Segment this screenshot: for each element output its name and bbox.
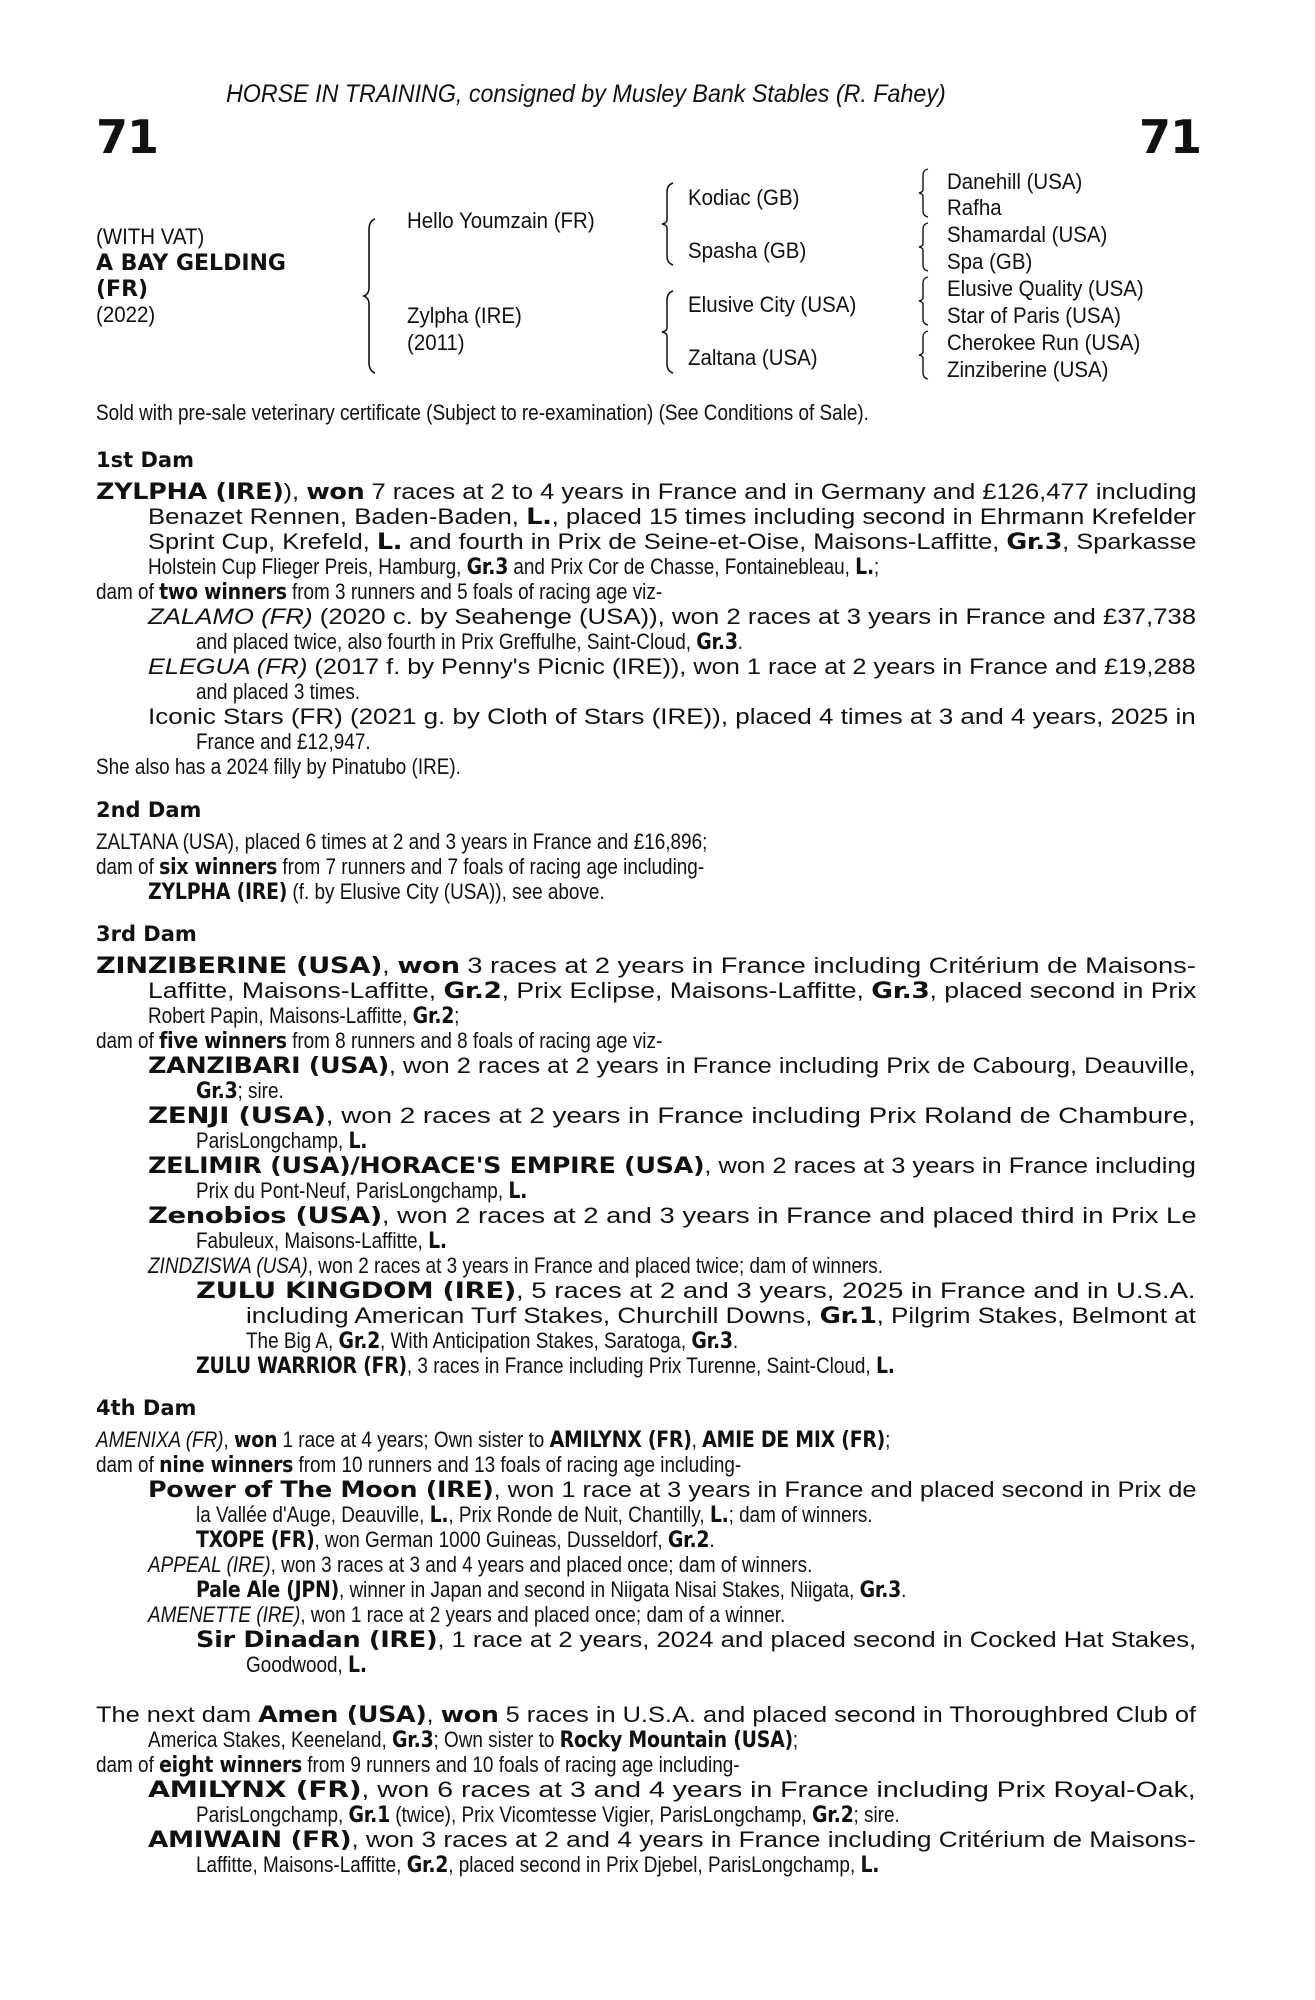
text-line xyxy=(246,1652,386,1678)
text-line xyxy=(148,879,679,905)
text-line-content xyxy=(96,1702,1196,1728)
bold-run: L. xyxy=(348,1653,367,1678)
text-run: . xyxy=(901,1577,907,1602)
text-line xyxy=(148,1777,1196,1803)
text-line-content xyxy=(148,1777,1196,1803)
text-line-content xyxy=(246,1652,367,1678)
italic-run: ELEGUA (FR) xyxy=(148,654,308,679)
text-line-content xyxy=(196,1353,895,1379)
bold-run: eight winners xyxy=(159,1753,303,1778)
bold-run: ZINZIBERINE (USA) xyxy=(96,954,383,979)
text-run: 5 races in U.S.A. and placed second in Thoroughbred Club of xyxy=(498,1702,1197,1727)
bold-run: Gr.3 xyxy=(196,1079,238,1104)
text-line-content xyxy=(196,1228,447,1254)
bold-run: Gr.2 xyxy=(412,1004,455,1029)
bold-run: ZELIMIR (USA)/HORACE'S EMPIRE (USA) xyxy=(148,1154,705,1179)
text-run: from 3 runners and 5 foals of racing age viz- xyxy=(286,579,663,604)
bold-run: Gr.3 xyxy=(466,555,509,580)
pedigree-brace-sire xyxy=(661,182,675,266)
bold-run: AMIE DE MIX (FR) xyxy=(702,1428,886,1453)
bold-run: won xyxy=(440,1703,499,1728)
text-line xyxy=(96,579,754,605)
text-line xyxy=(148,604,1197,629)
text-line-content xyxy=(196,1802,900,1828)
text-run: , xyxy=(382,953,398,978)
text-line-content xyxy=(96,953,1196,979)
text-line xyxy=(148,529,1197,555)
text-run: , 5 races at 2 and 3 years, 2025 in France and in U.S.A. xyxy=(515,1278,1196,1303)
text-run: Iconic Stars (FR) (2021 g. by Cloth of Stars (IRE)), placed 4 times at 3 and 4 years, 2025 in xyxy=(148,704,1196,729)
text-run: and placed twice, also fourth in Prix Greffulhe, Saint-Cloud, xyxy=(196,629,697,654)
pedigree-brace-g3-1 xyxy=(918,168,930,218)
pedigree-g3-2: Rafha xyxy=(947,195,1002,220)
bold-run: Gr.1 xyxy=(819,1304,877,1329)
text-line-content xyxy=(148,1602,785,1627)
pedigree-dam: Zylpha (IRE) xyxy=(407,303,522,328)
text-line xyxy=(196,1228,488,1254)
text-run: , Pilgrim Stakes, Belmont at xyxy=(876,1303,1196,1328)
text-line xyxy=(148,1477,1197,1503)
bold-run: Power of The Moon (IRE) xyxy=(148,1478,494,1503)
text-line-content xyxy=(196,1178,527,1204)
lot-number-left: 71 xyxy=(96,110,159,164)
bold-run: Pale Ale (JPN) xyxy=(196,1578,340,1603)
bold-run: won xyxy=(397,954,460,979)
text-line-content xyxy=(148,1727,798,1753)
foaling-year: (2022) xyxy=(96,302,156,327)
text-line-content xyxy=(148,704,1196,729)
pedigree-g3-6: Star of Paris (USA) xyxy=(947,303,1121,328)
text-run: from 7 runners and 7 foals of racing age including- xyxy=(277,854,705,879)
text-line-content xyxy=(148,1477,1197,1503)
text-line-content xyxy=(196,629,743,655)
text-line-content xyxy=(196,1527,715,1553)
pedigree-sire-dam: Spasha (GB) xyxy=(688,238,807,263)
bold-run: Sir Dinadan (IRE) xyxy=(196,1628,438,1653)
text-run: , won 2 races at 2 years in France including Prix de Cabourg, Deauville, xyxy=(388,1053,1196,1078)
text-line xyxy=(148,1552,920,1577)
bold-run: ZULU KINGDOM (IRE) xyxy=(196,1279,516,1304)
horse-description: A BAY GELDING xyxy=(96,251,286,276)
bold-run: L. xyxy=(508,1179,528,1204)
bold-run: Gr.3 xyxy=(871,979,930,1004)
text-line-content xyxy=(196,1278,1196,1304)
text-line xyxy=(148,1153,1196,1179)
text-line xyxy=(196,1627,1197,1653)
text-run: from 9 runners and 10 foals of racing age including- xyxy=(302,1752,740,1777)
text-run: . xyxy=(737,629,744,654)
header-text: HORSE IN TRAINING, consigned by Musley Bank Stables (R. Fahey) xyxy=(226,80,946,108)
page-header-title xyxy=(226,80,1000,109)
text-line-content xyxy=(148,1253,883,1278)
bold-run: five winners xyxy=(159,1029,287,1054)
text-run: dam of xyxy=(96,1452,160,1477)
text-run: la Vallée d'Auge, Deauville, xyxy=(196,1502,430,1527)
text-run: , won 3 races at 3 and 4 years and placed once; dam of winners. xyxy=(270,1552,813,1577)
text-line-content xyxy=(96,579,662,605)
text-run: (f. by Elusive City (USA)), see above. xyxy=(287,879,605,904)
text-run: America Stakes, Keeneland, xyxy=(148,1727,392,1752)
text-line xyxy=(196,1577,1022,1603)
text-run: . xyxy=(732,1328,739,1353)
vet-certificate-notice: Sold with pre-sale veterinary certificate (Subject to re-examination) (See Conditions of Sale). xyxy=(96,400,869,425)
bold-run: TXOPE (FR) xyxy=(196,1528,315,1553)
bold-run: Gr.3 xyxy=(859,1578,902,1603)
text-run: 7 races at 2 to 4 years in France and in Germany and £126,477 including xyxy=(364,479,1197,504)
pedigree-sire-sire: Kodiac (GB) xyxy=(688,185,800,210)
text-run: Holstein Cup Flieger Preis, Hamburg, xyxy=(148,554,467,579)
text-run: ; xyxy=(873,554,880,579)
bold-run: ZYLPHA (IRE) xyxy=(96,480,284,505)
text-run: 3 races at 2 years in France including Critérium de Maisons- xyxy=(459,953,1196,978)
text-line xyxy=(196,1852,990,1878)
text-run: Benazet Rennen, Baden-Baden, xyxy=(148,504,527,529)
pedigree-brace-g3-2 xyxy=(918,222,930,272)
text-line xyxy=(96,854,803,880)
section-2nd-dam: 2nd Dam xyxy=(96,798,202,822)
text-run: (2020 c. by Seahenge (USA)), won 2 races at 3 years in France and £37,738 xyxy=(312,604,1197,629)
text-run: (twice), Prix Vicomtesse Vigier, ParisLongchamp, xyxy=(389,1802,813,1827)
text-line xyxy=(196,1128,395,1154)
text-line-content xyxy=(148,1203,1197,1229)
text-line xyxy=(148,1827,1196,1853)
text-run: from 8 runners and 8 foals of racing age viz- xyxy=(286,1028,663,1053)
text-run: ), xyxy=(283,479,307,504)
bold-run: won xyxy=(234,1428,278,1453)
text-run: , Prix Eclipse, Maisons-Laffitte, xyxy=(501,978,872,1003)
bold-run: Gr.2 xyxy=(667,1528,710,1553)
section-4th-dam: 4th Dam xyxy=(96,1396,197,1420)
text-line-content xyxy=(196,1852,879,1878)
text-run: ParisLongchamp, xyxy=(196,1802,349,1827)
text-run: , won 2 races at 3 years in France and placed twice; dam of winners. xyxy=(307,1253,884,1278)
text-line xyxy=(148,704,1196,729)
text-line xyxy=(246,1328,818,1354)
text-line xyxy=(196,1078,298,1104)
text-run: , won 3 races at 2 and 4 years in France including Critérium de Maisons- xyxy=(351,1827,1196,1852)
text-run: Laffitte, Maisons-Laffitte, xyxy=(196,1852,407,1877)
text-run: 1 race at 4 years; Own sister to xyxy=(277,1427,550,1452)
pedigree-g3-7: Cherokee Run (USA) xyxy=(947,330,1141,355)
bold-run: nine winners xyxy=(159,1453,294,1478)
pedigree-brace-gen1 xyxy=(362,218,378,374)
bold-run: ZULU WARRIOR (FR) xyxy=(196,1354,407,1379)
text-run: She also has a 2024 filly by Pinatubo (IRE). xyxy=(96,754,461,779)
text-line xyxy=(96,1752,844,1778)
text-line xyxy=(196,679,387,704)
text-line xyxy=(246,1303,1196,1329)
text-line xyxy=(148,1053,1196,1079)
text-run: , Prix Ronde de Nuit, Chantilly, xyxy=(448,1502,710,1527)
text-line xyxy=(96,953,1196,979)
text-run: . xyxy=(709,1527,715,1552)
text-run: Robert Papin, Maisons-Laffitte, xyxy=(148,1003,413,1028)
text-run: , won 2 races at 2 and 3 years in France and placed third in Prix Le xyxy=(381,1203,1197,1228)
text-run: , won 6 races at 3 and 4 years in France including Prix Royal-Oak, xyxy=(361,1777,1196,1802)
text-line-content xyxy=(96,479,1197,505)
bold-run: two winners xyxy=(159,580,287,605)
bold-run: ZANZIBARI (USA) xyxy=(148,1054,389,1079)
text-line-content xyxy=(196,1502,873,1528)
text-run: , placed second in Prix Djebel, ParisLongchamp, xyxy=(448,1852,861,1877)
pedigree-g3-1: Danehill (USA) xyxy=(947,169,1083,194)
bold-run: Amen (USA) xyxy=(258,1703,427,1728)
bold-run: Gr.2 xyxy=(443,979,502,1004)
text-line xyxy=(196,1502,983,1528)
bold-run: won xyxy=(306,480,365,505)
text-line-content xyxy=(246,1303,1196,1329)
text-line xyxy=(196,1527,799,1553)
text-line xyxy=(96,1702,1197,1728)
italic-run: AMENETTE (IRE) xyxy=(148,1602,301,1627)
bold-run: L. xyxy=(376,530,403,555)
bold-run: L. xyxy=(875,1354,895,1379)
text-line-content xyxy=(96,1452,741,1478)
text-line xyxy=(196,1802,1014,1828)
text-line-content xyxy=(96,854,704,880)
text-run: ; dam of winners. xyxy=(728,1502,873,1527)
pedigree-g3-3: Shamardal (USA) xyxy=(947,222,1108,247)
text-line-content xyxy=(148,1827,1196,1853)
text-line-content xyxy=(196,1078,284,1104)
text-line-content xyxy=(148,529,1196,555)
text-line-content xyxy=(148,978,1196,1004)
lot-number-right: 71 xyxy=(1139,110,1202,164)
bold-run: L. xyxy=(428,1229,447,1254)
text-run: including American Turf Stakes, Churchill Downs, xyxy=(246,1303,820,1328)
bold-run: Gr.2 xyxy=(406,1853,449,1878)
text-line xyxy=(148,554,998,580)
text-line xyxy=(196,1278,1196,1304)
text-line-content xyxy=(96,1752,740,1778)
text-line xyxy=(196,1353,1008,1379)
text-run: Fabuleux, Maisons-Laffitte, xyxy=(196,1228,429,1253)
bold-run: Gr.3 xyxy=(696,630,738,655)
text-run: , won 1 race at 2 years and placed once; dam of a winner. xyxy=(300,1602,786,1627)
section-3rd-dam: 3rd Dam xyxy=(96,922,197,946)
text-run: ParisLongchamp, xyxy=(196,1128,349,1153)
text-line xyxy=(148,1253,1003,1278)
pedigree-dam-sire: Elusive City (USA) xyxy=(688,292,857,317)
text-run: ; sire. xyxy=(237,1078,284,1103)
pedigree-g3-5: Elusive Quality (USA) xyxy=(947,276,1144,301)
pedigree-g3-8: Zinziberine (USA) xyxy=(947,357,1109,382)
section-1st-dam: 1st Dam xyxy=(96,448,194,472)
bold-run: L. xyxy=(855,555,874,580)
pedigree-brace-dam xyxy=(661,290,675,374)
text-line-content xyxy=(196,1577,906,1603)
text-run: , placed second in Prix xyxy=(929,978,1197,1003)
text-line xyxy=(148,978,1197,1004)
text-run: Sprint Cup, Krefeld, xyxy=(148,529,377,554)
text-line xyxy=(196,729,399,754)
bold-run: AMILYNX (FR) xyxy=(549,1428,692,1453)
text-line-content xyxy=(148,879,605,905)
text-line xyxy=(96,1452,846,1478)
text-line-content xyxy=(196,679,360,704)
text-line-content xyxy=(148,1003,459,1029)
text-line-content xyxy=(148,654,1196,679)
bold-run: L. xyxy=(429,1503,449,1528)
text-run: dam of xyxy=(96,854,160,879)
text-run: , won German 1000 Guineas, Dusseldorf, xyxy=(314,1527,668,1552)
text-run: , 3 races in France including Prix Turenne, Saint-Cloud, xyxy=(406,1353,876,1378)
pedigree-brace-g3-3 xyxy=(918,276,930,326)
text-run: Laffitte, Maisons-Laffitte, xyxy=(148,978,444,1003)
text-run: and placed 3 times. xyxy=(196,679,361,704)
bold-run: L. xyxy=(348,1129,368,1154)
text-run: , winner in Japan and second in Niigata Nisai Stakes, Niigata, xyxy=(339,1577,860,1602)
text-line-content xyxy=(148,1053,1196,1079)
text-run: , xyxy=(426,1702,441,1727)
text-line-content xyxy=(196,1627,1196,1653)
text-run: ; xyxy=(454,1003,460,1028)
text-run: , Sparkasse xyxy=(1062,529,1197,554)
bold-run: Gr.3 xyxy=(1006,530,1063,555)
text-line xyxy=(148,504,1196,530)
bold-run: Gr.3 xyxy=(691,1329,733,1354)
text-run: , 1 race at 2 years, 2024 and placed second in Cocked Hat Stakes, xyxy=(437,1627,1197,1652)
text-line xyxy=(148,1727,904,1753)
bold-run: L. xyxy=(526,505,552,530)
text-run: ZALTANA (USA), placed 6 times at 2 and 3 years in France and £16,896; xyxy=(96,829,708,854)
bold-run: Gr.2 xyxy=(812,1803,854,1828)
italic-run: ZALAMO (FR) xyxy=(148,604,313,629)
text-run: , won 2 races at 3 years in France including xyxy=(704,1153,1196,1178)
bold-run: Gr.1 xyxy=(348,1803,390,1828)
bold-run: L. xyxy=(860,1853,880,1878)
text-line xyxy=(148,1103,1196,1129)
pedigree-dam-dam: Zaltana (USA) xyxy=(688,345,818,370)
pedigree-dam-year: (2011) xyxy=(407,330,465,355)
text-line xyxy=(96,1427,1020,1453)
text-line-content xyxy=(196,1128,367,1154)
text-line-content xyxy=(96,829,707,854)
text-line xyxy=(196,629,832,655)
pedigree-brace-g3-4 xyxy=(918,330,930,380)
vat-label: (WITH VAT) xyxy=(96,224,205,249)
text-line-content xyxy=(148,1153,1196,1179)
text-run: dam of xyxy=(96,1028,160,1053)
bold-run: Gr.2 xyxy=(338,1329,381,1354)
text-run: , won 1 race at 3 years in France and placed second in Prix de xyxy=(493,1477,1197,1502)
text-line-content xyxy=(96,1028,662,1054)
text-run: ; sire. xyxy=(853,1802,900,1827)
bold-run: L. xyxy=(709,1503,729,1528)
text-run: , With Anticipation Stakes, Saratoga, xyxy=(380,1328,692,1353)
text-line xyxy=(196,1178,581,1204)
text-line-content xyxy=(148,504,1196,530)
italic-run: AMENIXA (FR) xyxy=(96,1427,224,1452)
text-line-content xyxy=(148,1552,812,1577)
horse-country: (FR) xyxy=(96,277,149,302)
bold-run: AMIWAIN (FR) xyxy=(148,1828,352,1853)
text-line xyxy=(96,479,1197,505)
bold-run: Zenobios (USA) xyxy=(148,1204,382,1229)
text-run: , won 2 races at 2 years in France including Prix Roland de Chambure, xyxy=(325,1103,1196,1128)
text-run: The next dam xyxy=(96,1702,259,1727)
pedigree-g3-4: Spa (GB) xyxy=(947,249,1033,274)
text-line xyxy=(96,1028,754,1054)
text-line-content xyxy=(96,754,461,779)
text-line-content xyxy=(96,1427,890,1453)
text-line-content xyxy=(246,1328,738,1354)
text-run: dam of xyxy=(96,1752,160,1777)
text-line-content xyxy=(148,554,879,580)
text-run: dam of xyxy=(96,579,160,604)
bold-run: Rocky Mountain (USA) xyxy=(559,1728,793,1753)
text-line-content xyxy=(148,604,1196,629)
text-line xyxy=(148,654,1196,679)
text-run: (2017 f. by Penny's Picnic (IRE)), won 1 race at 2 years in France and £19,288 xyxy=(307,654,1196,679)
text-run: , xyxy=(223,1427,235,1452)
text-run: Goodwood, xyxy=(246,1652,349,1677)
bold-run: six winners xyxy=(159,855,278,880)
text-run: ; xyxy=(885,1427,891,1452)
text-run: France and £12,947. xyxy=(196,729,371,754)
bold-run: Gr.3 xyxy=(391,1728,434,1753)
text-line xyxy=(96,754,520,779)
text-run: from 10 runners and 13 foals of racing age including- xyxy=(293,1452,742,1477)
pedigree-sire: Hello Youmzain (FR) xyxy=(407,208,595,233)
text-line-content xyxy=(196,729,371,754)
text-run: , placed 15 times including second in Ehrmann Krefelder xyxy=(551,504,1196,529)
bold-run: ZYLPHA (IRE) xyxy=(148,880,288,905)
italic-run: APPEAL (IRE) xyxy=(148,1552,271,1577)
text-run: , xyxy=(691,1427,703,1452)
text-line xyxy=(96,829,807,854)
text-run: and fourth in Prix de Seine-et-Oise, Maisons-Laffitte, xyxy=(402,529,1007,554)
text-line-content xyxy=(148,1103,1196,1129)
text-run: The Big A, xyxy=(246,1328,339,1353)
text-run: and Prix Cor de Chasse, Fontainebleau, xyxy=(508,554,856,579)
text-run: ; xyxy=(792,1727,799,1752)
bold-run: AMILYNX (FR) xyxy=(148,1778,362,1803)
text-line xyxy=(148,1203,1197,1229)
bold-run: ZENJI (USA) xyxy=(148,1104,326,1129)
text-line xyxy=(148,1003,510,1029)
text-run: ; Own sister to xyxy=(433,1727,560,1752)
text-line xyxy=(148,1602,889,1627)
italic-run: ZINDZISWA (USA) xyxy=(148,1253,308,1278)
text-run: Prix du Pont-Neuf, ParisLongchamp, xyxy=(196,1178,509,1203)
